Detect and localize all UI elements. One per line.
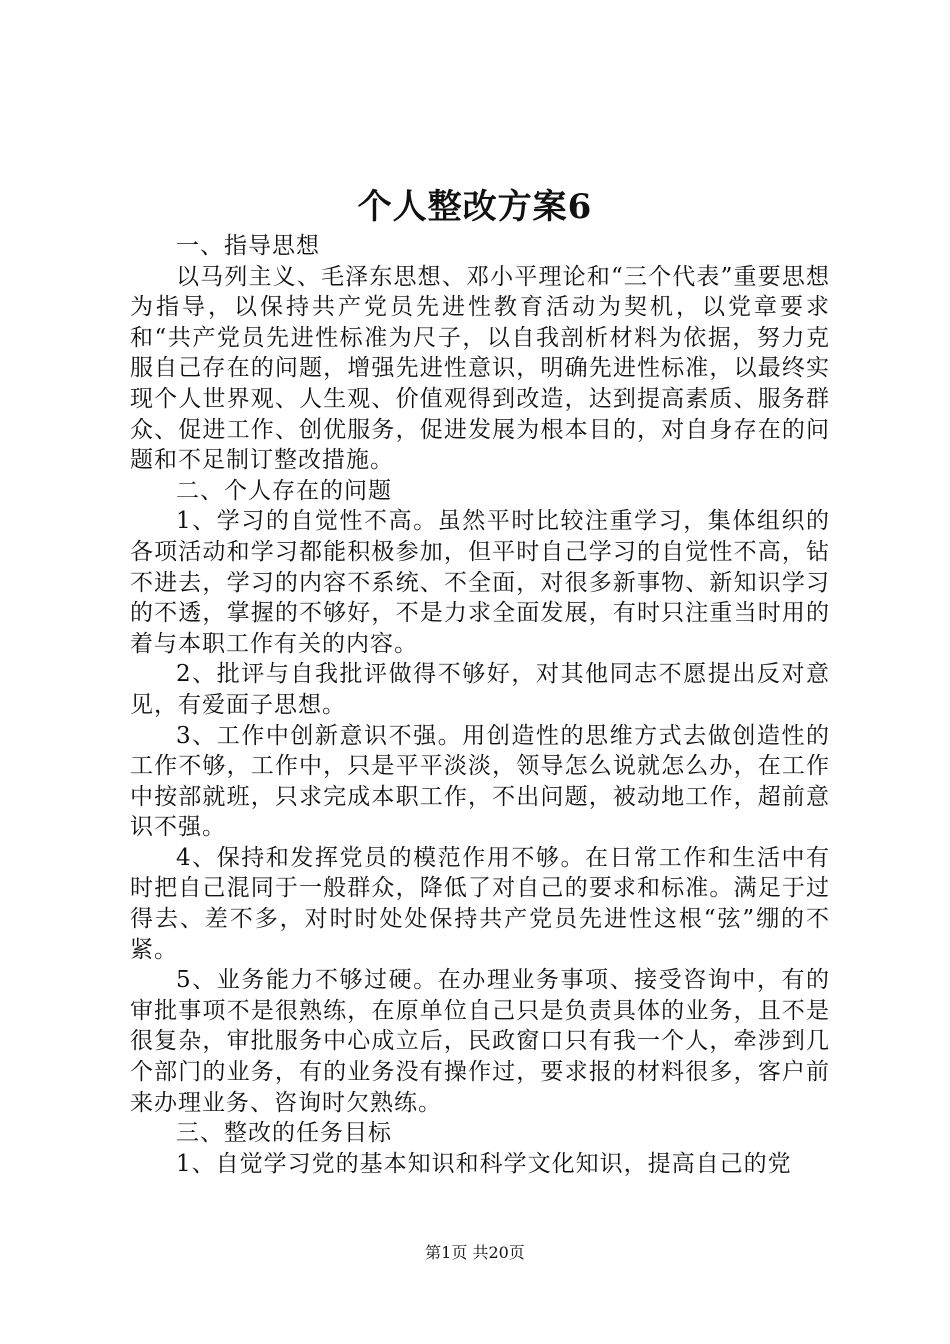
- section-heading-rectification-goals: 三、整改的任务目标: [176, 1120, 392, 1147]
- paragraph-guiding-ideology: 以马列主义、毛泽东思想、邓小平理论和“三个代表”重要思想为指导，以保持共产党员先进性教育活动为契机，以党章要求和“共产党员先进性标准为尺子，以自我剖析材料为依据，努力克服自己存在的问题，增强先进性意识，明确先进性标准，以最终实现个人世界观、人生观、价值观得到改造，达到提高素质、服务群众、促进工作、创优服务，促进发展为根本目的，对自身存在的问题和不足制订整改措施。: [130, 263, 830, 474]
- paragraph-problem-5: 5、业务能力不够过硬。在办理业务事项、接受咨询中，有的审批事项不是很熟练，在原单位自己只是负责具体的业务，且不是很复杂，审批服务中心成立后，民政窗口只有我一个人，牵涉到几个部门的业务，有的业务没有操作过，要求报的材料很多，客户前来办理业务、咨询时欠熟练。: [130, 967, 830, 1116]
- paragraph-problem-3: 3、工作中创新意识不强。用创造性的思维方式去做创造性的工作不够，工作中，只是平平淡淡，领导怎么说就怎么办，在工作中按部就班，只求完成本职工作，不出问题，被动地工作，超前意识不强。: [130, 722, 830, 841]
- section-heading-personal-problems: 二、个人存在的问题: [176, 477, 392, 504]
- paragraph-problem-2: 2、批评与自我批评做得不够好，对其他同志不愿提出反对意见，有爱面子思想。: [130, 661, 830, 718]
- paragraph-problem-1: 1、学习的自觉性不高。虽然平时比较注重学习，集体组织的各项活动和学习都能积极参加，但平时自己学习的自觉性不高，钻不进去，学习的内容不系统、不全面，对很多新事物、新知识学习的不透，掌握的不够好，不是力求全面发展，有时只注重当时用的着与本职工作有关的内容。: [130, 508, 830, 657]
- document-title: 个人整改方案6: [357, 187, 593, 227]
- paragraph-goal-1: 1、自觉学习党的基本知识和科学文化知识，提高自己的党: [176, 1150, 792, 1177]
- paragraph-problem-4: 4、保持和发挥党员的模范作用不够。在日常工作和生活中有时把自己混同于一般群众，降低了对自己的要求和标准。满足于过得去、差不多，对时时处处保持共产党员先进性这根“弦”绷的不紧。: [130, 844, 830, 963]
- section-heading-guiding-ideology: 一、指导思想: [176, 233, 320, 259]
- document-body: [130, 231, 830, 1179]
- page-footer: 第1页 共20页: [425, 1243, 525, 1262]
